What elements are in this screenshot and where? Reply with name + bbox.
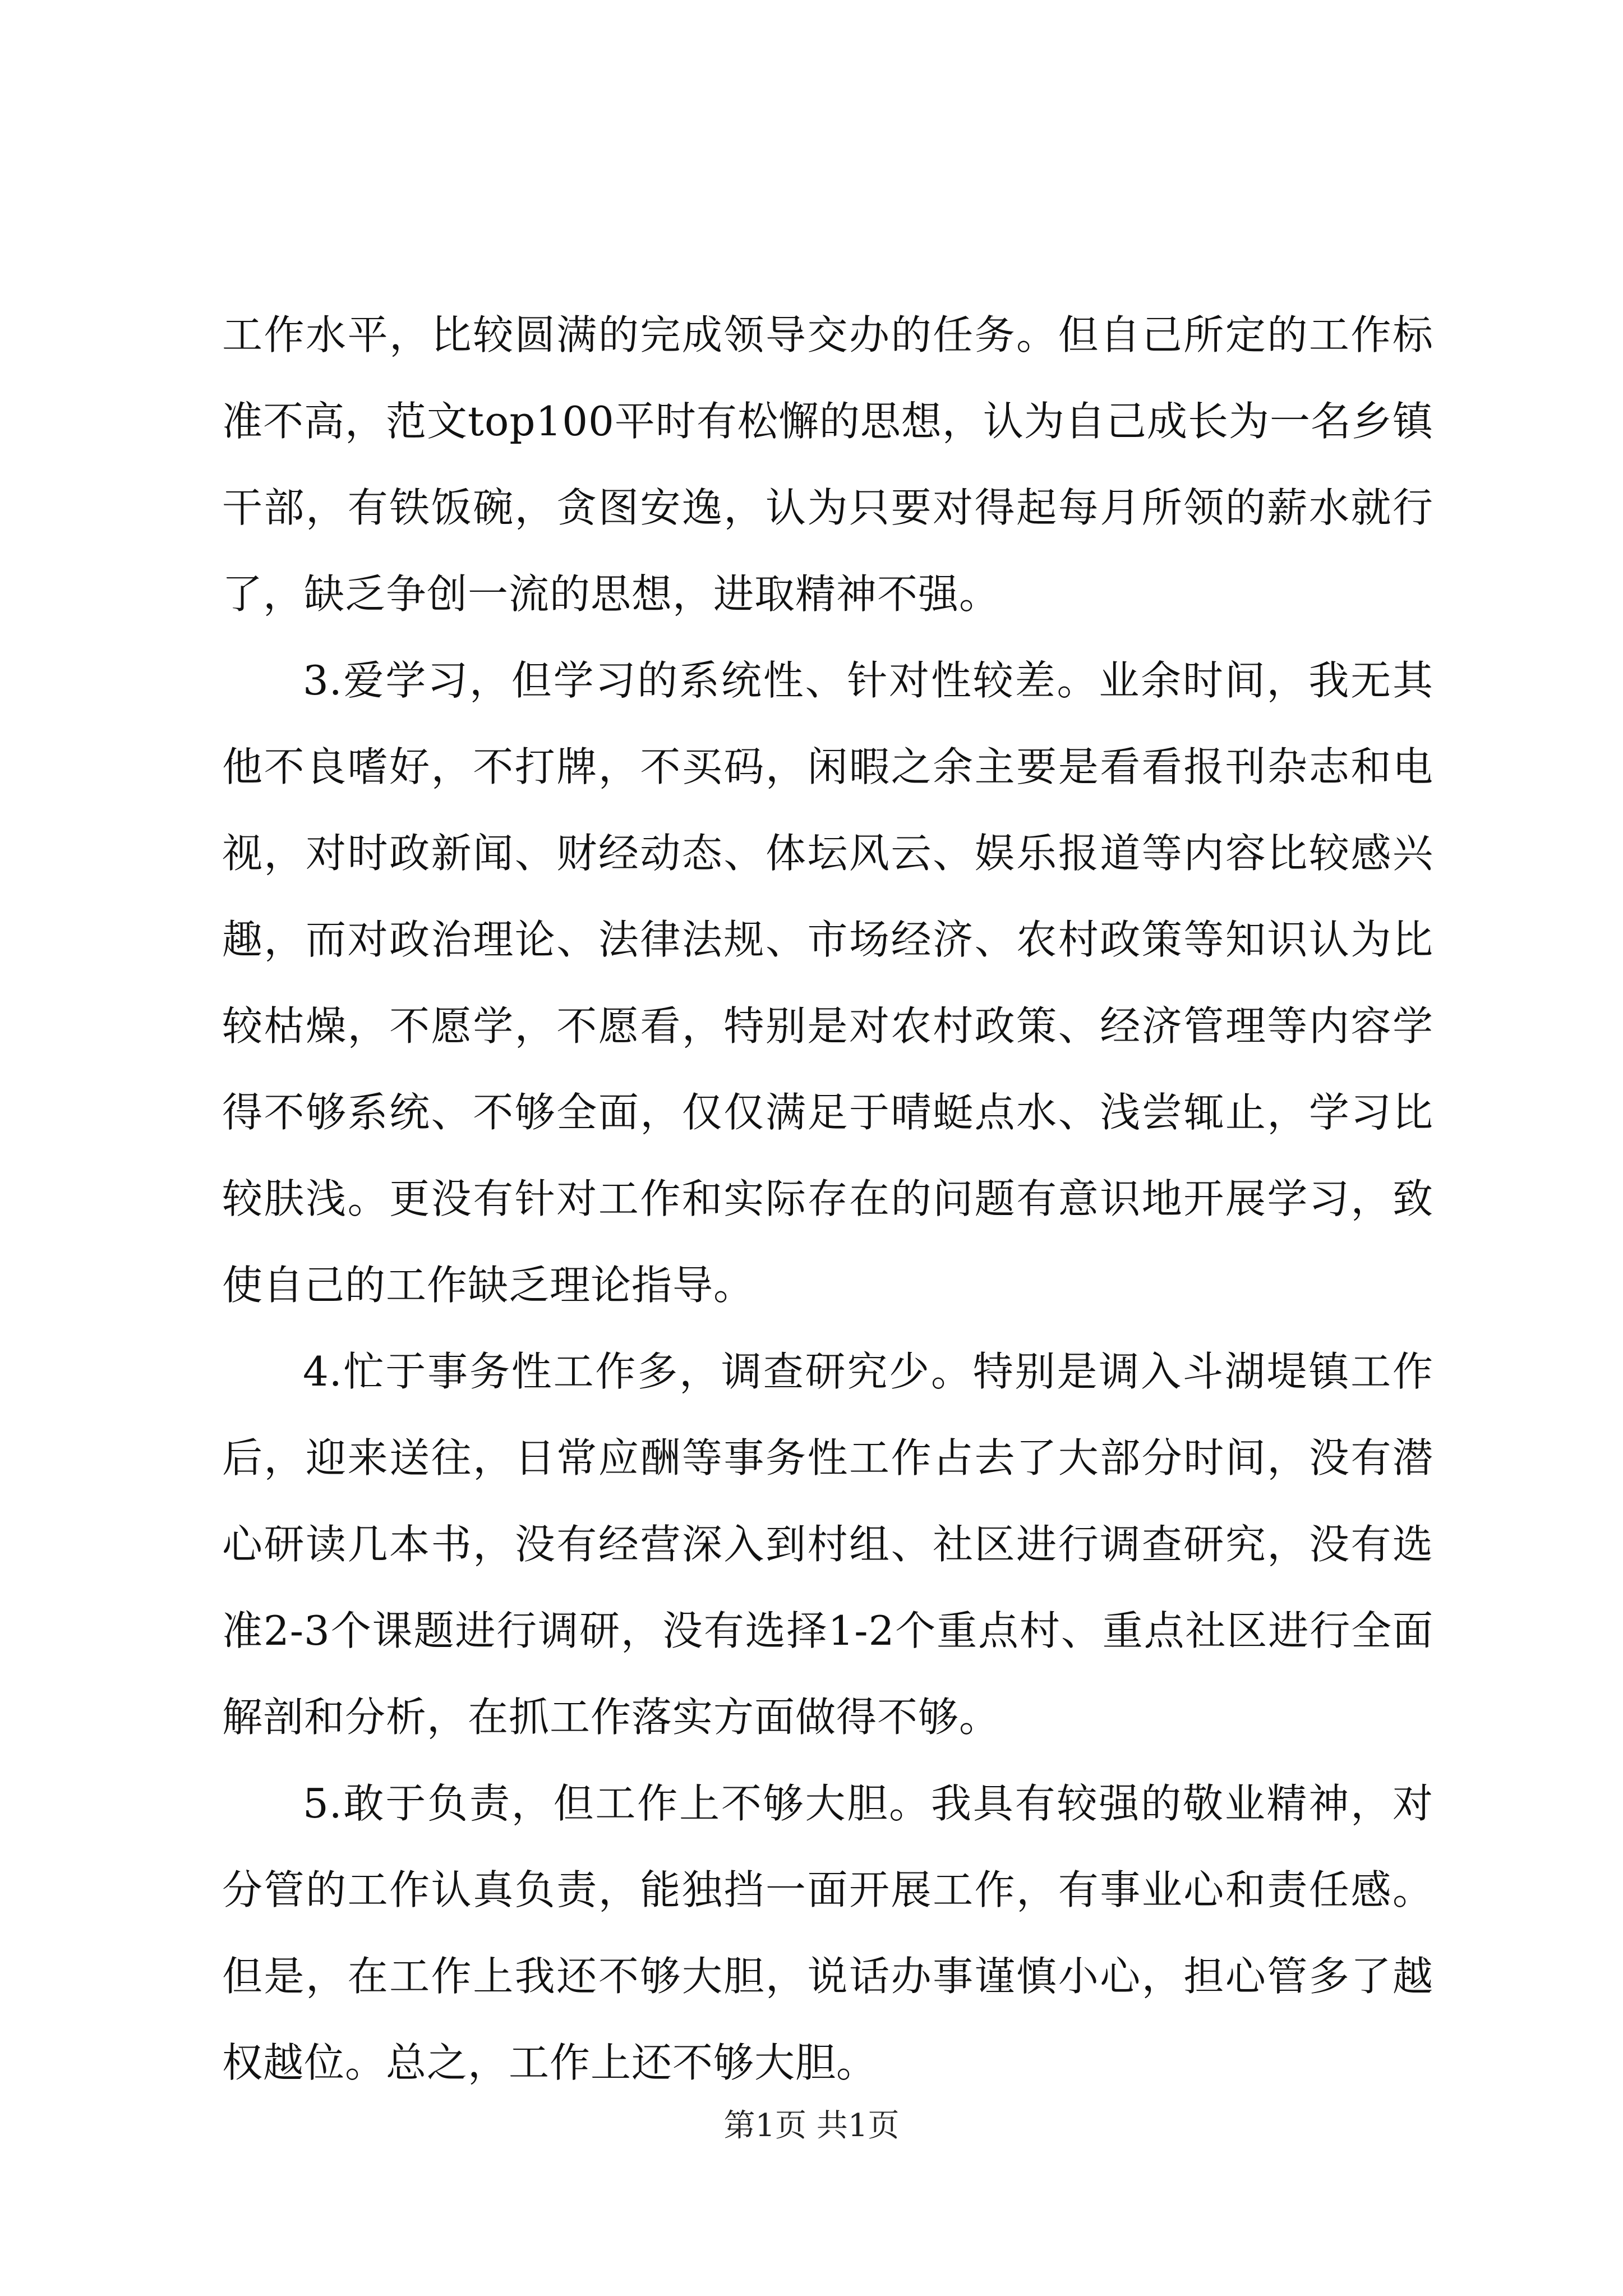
paragraph-item-3: 3.爱学习，但学习的系统性、针对性较差。业余时间，我无其他不良嗜好，不打牌，不买码，闲暇之余主要是看看报刊杂志和电视，对时政新闻、财经动态、体坛风云、娱乐报道等内容比较感兴趣，而对政治理论、法律法规、市场经济、农村政策等知识认为比较枯燥，不愿学，不愿看，特别是对农村政策、经济管理等内容学得不够系统、不够全面，仅仅满足于晴蜓点水、浅尝辄止，学习比较肤浅。更没有针对工作和实际存在的问题有意识地开展学习，致使自己的工作缺乏理论指导。	[222, 657, 1433, 1309]
paragraph-continuation: 工作水平，比较圆满的完成领导交办的任务。但自己所定的工作标准不高，范文top100平时有松懈的思想，认为自己成长为一名乡镇干部，有铁饭碗，贪图安逸，认为只要对得起每月所领的薪水就行了，缺乏争创一流的思想，进取精神不强。	[222, 311, 1433, 618]
paragraph-item-5: 5.敢于负责，但工作上不够大胆。我具有较强的敬业精神，对分管的工作认真负责，能独挡一面开展工作，有事业心和责任感。但是，在工作上我还不够大胆，说话办事谨慎小心，担心管多了越权越位。总之，工作上还不够大胆。	[222, 1780, 1433, 2086]
paragraph-item-4: 4.忙于事务性工作多，调查研究少。特别是调入斗湖堤镇工作后，迎来送往，日常应酬等事务性工作占去了大部分时间，没有潜心研读几本书，没有经营深入到村组、社区进行调查研究，没有选准2-3个课题进行调研，没有选择1-2个重点村、重点社区进行全面解剖和分析，在抓工作落实方面做得不够。	[222, 1348, 1433, 1741]
page-footer: 第1页 共1页	[723, 2108, 900, 2144]
document-body	[222, 292, 1433, 2106]
